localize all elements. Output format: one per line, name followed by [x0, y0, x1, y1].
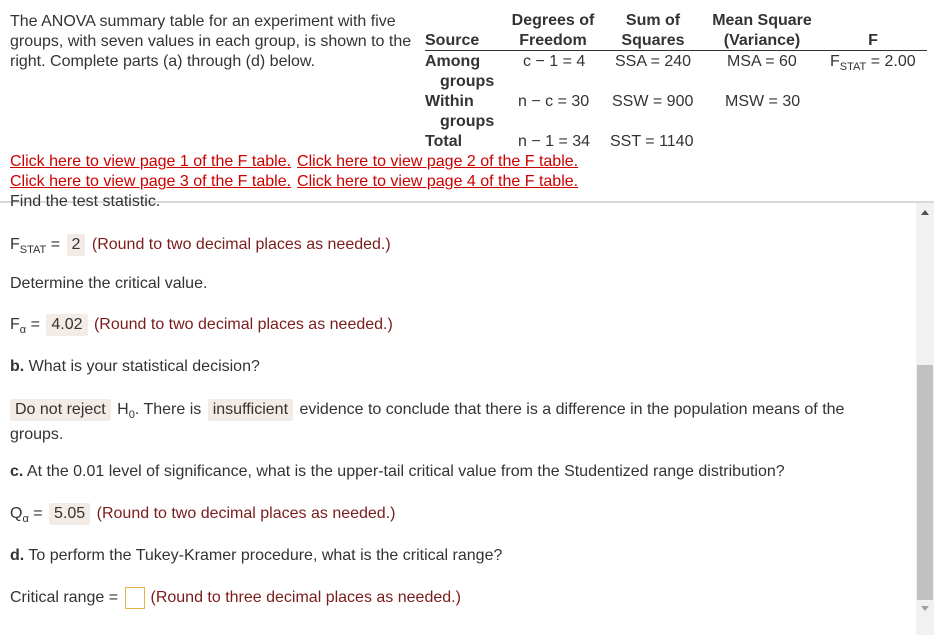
- row-ss: SSW = 900: [612, 93, 694, 110]
- evidence-answer[interactable]: insufficient: [208, 399, 293, 421]
- critical-value-prompt: Determine the critical value.: [10, 275, 208, 292]
- f-subscript: STAT: [839, 61, 867, 73]
- part-d-text: To perform the Tukey-Kramer procedure, what is the critical range?: [24, 547, 503, 564]
- source-name-cont: groups: [440, 113, 495, 130]
- header-source: Source: [425, 32, 480, 49]
- links-row-2: [10, 172, 584, 192]
- row-df: n − c = 30: [518, 93, 590, 110]
- header-df-line2: Freedom: [519, 32, 587, 49]
- row-source: [425, 52, 494, 92]
- rounding-note: (Round to two decimal places as needed.): [91, 236, 391, 253]
- scroll-up-arrow-icon[interactable]: [916, 203, 934, 221]
- h0-symbol: H: [117, 401, 129, 418]
- source-name: Among: [425, 53, 481, 70]
- header-ms-line1: Mean Square: [712, 12, 812, 29]
- anova-row-among: [425, 52, 927, 92]
- row-df: c − 1 = 4: [523, 53, 586, 70]
- row-f: [830, 52, 916, 73]
- anova-header-row: [425, 11, 927, 51]
- source-name: Within: [425, 93, 474, 110]
- f-table-page-4-link[interactable]: Click here to view page 4 of the F table.: [297, 173, 579, 190]
- equals-sign: =: [46, 236, 65, 253]
- part-b-text: What is your statistical decision?: [24, 358, 260, 375]
- rounding-note: (Round to two decimal places as needed.): [93, 316, 393, 333]
- f-table-page-2-link[interactable]: Click here to view page 2 of the F table.: [297, 153, 579, 170]
- fstat-answer[interactable]: 2: [67, 234, 86, 256]
- anova-row-within: [425, 92, 927, 132]
- source-name-cont: groups: [440, 73, 495, 90]
- fstat-symbol: F: [10, 236, 20, 253]
- falpha-subscript: α: [19, 324, 27, 336]
- f-table-page-3-link[interactable]: Click here to view page 3 of the F table.: [10, 173, 292, 190]
- header-ms-line2: (Variance): [723, 32, 801, 49]
- qalpha-subscript: α: [22, 513, 29, 525]
- header-sum-of-squares: [611, 11, 695, 51]
- row-source: [425, 92, 494, 132]
- links-row-1: [10, 152, 584, 172]
- part-c-text: At the 0.01 level of significance, what is the upper-tail critical value from the Studentized range distribution?: [23, 463, 785, 480]
- qalpha-answer[interactable]: 5.05: [49, 503, 90, 525]
- f-value: = 2.00: [866, 53, 916, 70]
- decision-answer[interactable]: Do not reject: [10, 399, 111, 421]
- rounding-note: (Round to three decimal places as needed.): [150, 589, 461, 607]
- critical-range-line: [10, 587, 461, 609]
- decision-line: [8, 399, 844, 421]
- fstat-line: [10, 234, 391, 256]
- decision-text: . There is: [134, 401, 202, 418]
- decision-conclusion: evidence to conclude that there is a difference in the population means of the: [295, 401, 845, 418]
- part-a-instruction: Find the test statistic.: [10, 193, 161, 210]
- header-ss-line1: Sum of: [625, 12, 681, 29]
- equals-sign: =: [26, 316, 45, 333]
- header-degrees-of-freedom: [503, 11, 603, 51]
- row-df: n − 1 = 34: [518, 133, 591, 150]
- f-symbol: F: [830, 53, 840, 70]
- critical-range-label: Critical range =: [10, 589, 119, 607]
- part-b-label: b.: [10, 358, 25, 375]
- scrollbar-thumb[interactable]: [917, 365, 933, 600]
- falpha-line: [10, 314, 393, 336]
- part-c-question: [10, 462, 785, 482]
- row-source: [425, 132, 462, 152]
- vertical-scrollbar[interactable]: [916, 203, 934, 635]
- anova-row-total: [425, 132, 927, 152]
- qalpha-symbol: Q: [10, 505, 23, 522]
- header-ss-line2: Squares: [621, 32, 685, 49]
- h0-subscript: 0: [128, 409, 135, 421]
- part-d-label: d.: [10, 547, 25, 564]
- problem-intro-text: The ANOVA summary table for an experiment with five groups, with seven values in each group, is shown to the right. Complete parts (a) through (d) below.: [10, 13, 412, 70]
- f-table-links: [10, 152, 584, 192]
- header-mean-square: [705, 11, 819, 51]
- part-c-label: c.: [10, 463, 24, 480]
- falpha-answer[interactable]: 4.02: [46, 314, 87, 336]
- part-d-question: [10, 546, 502, 566]
- part-b-question: [10, 357, 260, 377]
- row-ms: MSW = 30: [725, 93, 801, 110]
- equals-sign: =: [28, 505, 48, 522]
- scroll-down-arrow-icon[interactable]: [916, 599, 934, 617]
- falpha-symbol: F: [10, 316, 20, 333]
- header-df-line1: Degrees of: [511, 12, 595, 29]
- f-table-page-1-link[interactable]: Click here to view page 1 of the F table.: [10, 153, 292, 170]
- fstat-subscript: STAT: [19, 244, 47, 256]
- row-ms: MSA = 60: [727, 53, 797, 70]
- qalpha-line: [10, 503, 395, 525]
- critical-range-input[interactable]: [125, 587, 145, 609]
- answer-pane: [0, 193, 916, 635]
- header-f: F: [868, 32, 878, 49]
- anova-summary-table: [425, 11, 927, 152]
- problem-statement-panel: [0, 0, 934, 202]
- decision-line-wrap: groups.: [10, 426, 64, 443]
- rounding-note: (Round to two decimal places as needed.): [96, 505, 396, 522]
- row-ss: SST = 1140: [610, 133, 694, 150]
- source-name: Total: [425, 133, 463, 150]
- row-ss: SSA = 240: [615, 53, 692, 70]
